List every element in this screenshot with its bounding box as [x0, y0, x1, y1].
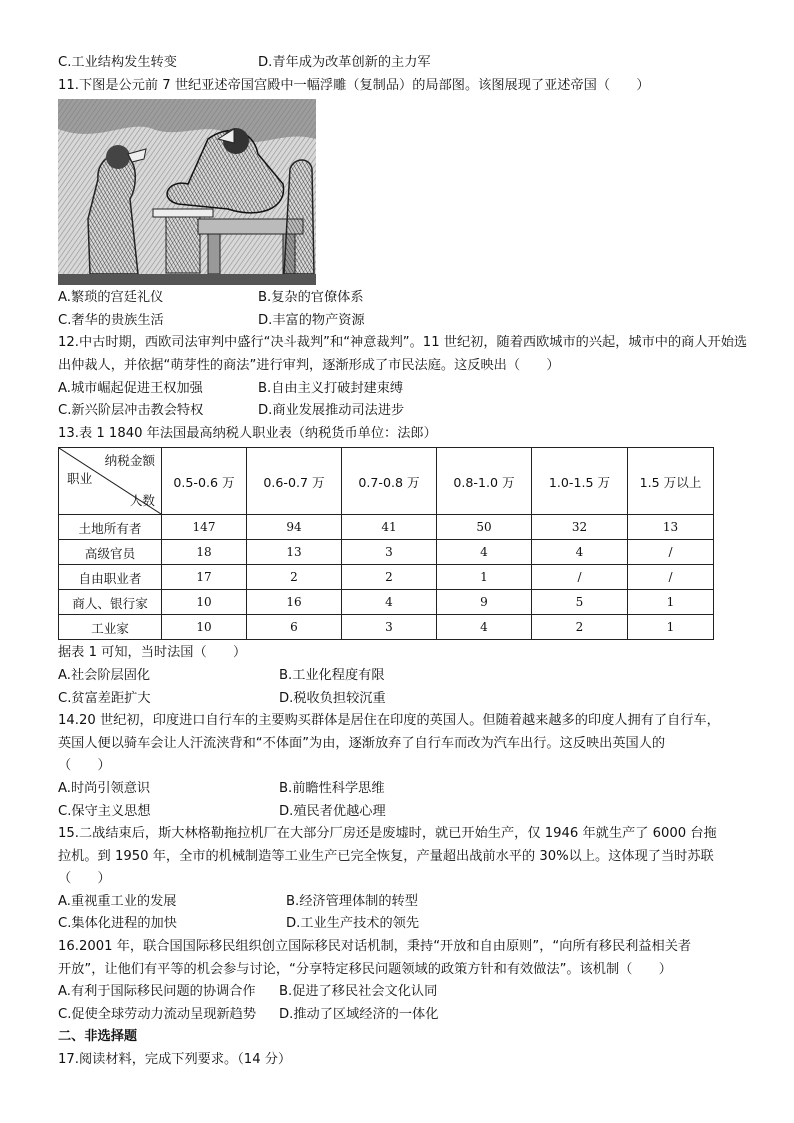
table-row-label: 自由职业者 [59, 565, 162, 590]
table-row-label: 土地所有者 [59, 515, 162, 540]
q13-option-b: B.工业化程度有限 [279, 667, 385, 683]
q10-option-c: C.工业结构发生转变 [58, 55, 177, 70]
table-cell: 4 [532, 540, 628, 565]
table-cell: 2 [532, 615, 628, 640]
q15-option-a: A.重视重工业的发展 [58, 893, 177, 909]
q12-option-c: C.新兴阶层冲击教会特权 [58, 403, 204, 419]
q11-stem: 11.下图是公元前 7 世纪亚述帝国宫殿中一幅浮雕（复制品）的局部图。该图展现了亚述帝国（ ） [58, 77, 650, 93]
q12-option-d: D.商业发展推动司法进步 [258, 403, 405, 419]
q13-option-a: A.社会阶层固化 [58, 667, 151, 683]
table-cell: 6 [247, 615, 342, 640]
q13-table-caption: 13.表 1 1840 年法国最高纳税人职业表（纳税货币单位：法郎） [58, 425, 437, 441]
table-cell: / [628, 565, 714, 590]
table-cell: 1 [628, 590, 714, 615]
table-row [59, 565, 714, 590]
table-cell: 32 [532, 515, 628, 540]
q15-option-d: D.工业生产技术的领先 [286, 916, 420, 932]
table-cell: 2 [342, 565, 437, 590]
q14-stem-line1: 14.20 世纪初，印度进口自行车的主要购买群体是居住在印度的英国人。但随着越来越多的印度人拥有了自行车， [58, 713, 720, 729]
q12-options-cd [58, 400, 748, 423]
tax-table-header-row [59, 448, 714, 515]
q13-option-d: D.税收负担较沉重 [279, 690, 386, 706]
table-cell: 4 [342, 590, 437, 615]
table-header-cell: 0.5-0.6 万 [162, 448, 247, 515]
q12-option-a: A.城市崛起促进王权加强 [58, 380, 203, 396]
table-cell: 4 [437, 615, 532, 640]
table-cell: 1 [628, 615, 714, 640]
q16-options-ab [58, 981, 748, 1004]
table-cell: 2 [247, 565, 342, 590]
q15-stem-line2: 拉机。到 1950 年，全市的机械制造等工业生产已完全恢复，产量超出战前水平的 30%以上。这体现了当时苏联 [58, 848, 714, 864]
table-cell: 13 [247, 540, 342, 565]
q16-options-cd [58, 1004, 748, 1027]
table-cell: 18 [162, 540, 247, 565]
table-cell: 94 [247, 515, 342, 540]
table-header-cell: 0.7-0.8 万 [342, 448, 437, 515]
q14-stem-line2: 英国人便以骑车会让人汗流浃背和“不体面”为由，逐渐放弃了自行车而改为汽车出行。这反映出英国人的 [58, 735, 666, 751]
table-header-cell: 0.8-1.0 万 [437, 448, 532, 515]
table-row-label: 高级官员 [59, 540, 162, 565]
q14-option-a: A.时尚引领意识 [58, 780, 151, 796]
table-header-cell: 1.5 万以上 [628, 448, 714, 515]
q11-options-cd [58, 310, 748, 333]
diag-label-count: 人数 [129, 493, 155, 509]
q13-question: 据表 1 可知，当时法国（ ） [58, 645, 247, 661]
q13-options-cd [58, 688, 748, 711]
table-header-cell: 1.0-1.5 万 [532, 448, 628, 515]
table-cell: / [532, 565, 628, 590]
q14-option-d: D.殖民者优越心理 [279, 803, 386, 819]
table-cell: 10 [162, 615, 247, 640]
section-heading: 二、非选择题 [58, 1029, 138, 1045]
table-row [59, 590, 714, 615]
assyrian-relief-image [58, 99, 316, 285]
q11-option-c: C.奢华的贵族生活 [58, 312, 164, 328]
table-cell: 10 [162, 590, 247, 615]
table-cell: 1 [437, 565, 532, 590]
q15-stem-line3: （ ） [58, 871, 111, 887]
diag-label-amount: 纳税金额 [104, 453, 155, 469]
q12-options-ab [58, 378, 748, 401]
q13-options-ab [58, 665, 748, 688]
q15-options-ab [58, 891, 748, 914]
table-row [59, 540, 714, 565]
table-cell: 50 [437, 515, 532, 540]
q14-stem-line3: （ ） [58, 758, 111, 774]
table-cell: 13 [628, 515, 714, 540]
q11-options-ab [58, 287, 748, 310]
q14-options-ab [58, 778, 748, 801]
q16-option-b: B.促进了移民社会文化认同 [279, 984, 438, 1000]
table-cell: 3 [342, 615, 437, 640]
q14-option-b: B.前瞻性科学思维 [279, 780, 385, 796]
q15-option-c: C.集体化进程的加快 [58, 916, 177, 932]
table-cell: 9 [437, 590, 532, 615]
table-header-cell: 0.6-0.7 万 [247, 448, 342, 515]
exam-page [58, 52, 748, 1072]
q16-stem-line1: 16.2001 年，联合国国际移民组织创立国际移民对话机制，秉持“开放和自由原则”，“向所有移民利益相关者 [58, 939, 692, 955]
table-cell: / [628, 540, 714, 565]
table-cell: 17 [162, 565, 247, 590]
q11-option-d: D.丰富的物产资源 [258, 312, 365, 328]
q12-option-b: B.自由主义打破封建束缚 [258, 380, 404, 396]
tax-table [58, 447, 714, 640]
table-row [59, 515, 714, 540]
q11-option-b: B.复杂的官僚体系 [258, 290, 364, 306]
q15-options-cd [58, 913, 748, 936]
q16-option-a: A.有利于国际移民问题的协调合作 [58, 984, 256, 1000]
table-cell: 147 [162, 515, 247, 540]
q11-option-a: A.繁琐的宫廷礼仪 [58, 290, 164, 306]
table-cell: 41 [342, 515, 437, 540]
q17-stem: 17.阅读材料，完成下列要求。（14 分） [58, 1052, 292, 1068]
table-diagonal-header [59, 448, 162, 515]
q16-stem-line2: 开放”，让他们有平等的机会参与讨论，“分享特定移民问题领域的政策方针和有效做法”。该机制（ ） [58, 961, 672, 977]
table-cell: 4 [437, 540, 532, 565]
table-cell: 16 [247, 590, 342, 615]
diag-label-occupation: 职业 [67, 471, 93, 487]
q12-stem: 12.中古时期，西欧司法审判中盛行“决斗裁判”和“神意裁判”。11 世纪初，随着西欧城市的兴起，城市中的商人开始选出仲裁人，并依据“萌芽性的商法”进行审判，逐渐形成了市民法庭。这反映出（ ） [58, 335, 748, 373]
q10-options-cd [58, 52, 748, 75]
q14-options-cd [58, 801, 748, 824]
q16-option-d: D.推动了区域经济的一体化 [279, 1006, 439, 1022]
q15-option-b: B.经济管理体制的转型 [286, 893, 418, 909]
table-row [59, 615, 714, 640]
table-cell: 3 [342, 540, 437, 565]
q15-stem-line1: 15.二战结束后，斯大林格勒拖拉机厂在大部分厂房还是废墟时，就已开始生产，仅 1946 年就生产了 6000 台拖 [58, 826, 717, 842]
table-row-label: 商人、银行家 [59, 590, 162, 615]
table-cell: 5 [532, 590, 628, 615]
q16-option-c: C.促使全球劳动力流动呈现新趋势 [58, 1006, 257, 1022]
q10-option-d: D.青年成为改革创新的主力军 [258, 55, 431, 70]
q14-option-c: C.保守主义思想 [58, 803, 151, 819]
q13-option-c: C.贫富差距扩大 [58, 690, 151, 706]
table-row-label: 工业家 [59, 615, 162, 640]
